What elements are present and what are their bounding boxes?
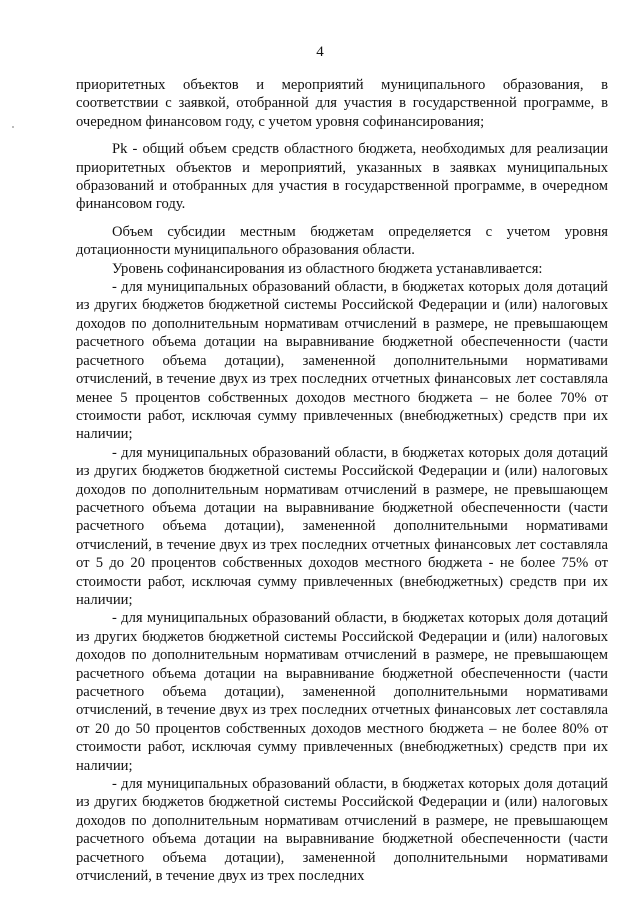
list-item-cofinancing-70: - для муниципальных образований области, в бюджетах которых доля дотаций из других бюджетов бюджетной системы Российской Федерации и (или) налоговых доходов по дополнительным нормативам отчислений в размере, не превышающем расчетного объема дотации на выравнивание бюджетной обеспеченности (части расчетного объема дотации), замененной дополнительными нормативами отчислений, в течение двух из трех последних отчетных финансовых лет составляла менее 5 процентов собственных доходов местного бюджета – не более 70% от стоимости работ, исключая сумму привлеченных (внебюджетных) средств при их наличии; <box>76 279 608 443</box>
page-number: 4 <box>316 44 324 60</box>
paragraph-subsidy-volume: Объем субсидии местным бюджетам определяется с учетом уровня дотационности муниципального образования области. <box>76 223 608 259</box>
list-item-cofinancing-partial: - для муниципальных образований области, в бюджетах которых доля дотаций из других бюджетов бюджетной системы Российской Федерации и (или) налоговых доходов по дополнительным нормативам отчислений в размере, не превышающем расчетного объема дотации на выравнивание бюджетной обеспеченности (части расчетного объема дотации), замененной дополнительными нормативами отчислений, в течение двух из трех последних <box>76 776 608 885</box>
document-body <box>76 76 608 885</box>
paragraph-pk-definition: Pk - общий объем средств областного бюджета, необходимых для реализации приоритетных объектов и мероприятий, указанных в заявках муниципальных образований и отобранных для участия в государственной программе, в очередном финансовом году. <box>76 141 608 213</box>
paragraph-cofinancing-intro: Уровень софинансирования из областного бюджета устанавливается: <box>112 260 543 277</box>
list-item-cofinancing-80: - для муниципальных образований области, в бюджетах которых доля дотаций из других бюджетов бюджетной системы Российской Федерации и (или) налоговых доходов по дополнительным нормативам отчислений в размере, не превышающем расчетного объема дотации на выравнивание бюджетной обеспеченности (части расчетного объема дотации), замененной дополнительными нормативами отчислений, в течение двух из трех последних отчетных финансовых лет составляла от 20 до 50 процентов собственных доходов местного бюджета – не более 80% от стоимости работ, исключая сумму привлеченных (внебюджетных) средств при их наличии; <box>76 610 608 774</box>
paragraph-continuation: приоритетных объектов и мероприятий муниципального образования, в соответствии с заявкой, отобранной для участия в государственной программе, в очередном финансовом году, с учетом уровня софинансирования; <box>76 77 608 130</box>
margin-mark <box>12 126 14 128</box>
list-item-cofinancing-75: - для муниципальных образований области, в бюджетах которых доля дотаций из других бюджетов бюджетной системы Российской Федерации и (или) налоговых доходов по дополнительным нормативам отчислений в размере, не превышающем расчетного объема дотации на выравнивание бюджетной обеспеченности (части расчетного объема дотации), замененной дополнительными нормативами отчислений, в течение двух из трех последних отчетных финансовых лет составляла от 5 до 20 процентов собственных доходов местного бюджета - не более 75% от стоимости работ, исключая сумму привлеченных (внебюджетных) средств при их наличии; <box>76 444 608 608</box>
